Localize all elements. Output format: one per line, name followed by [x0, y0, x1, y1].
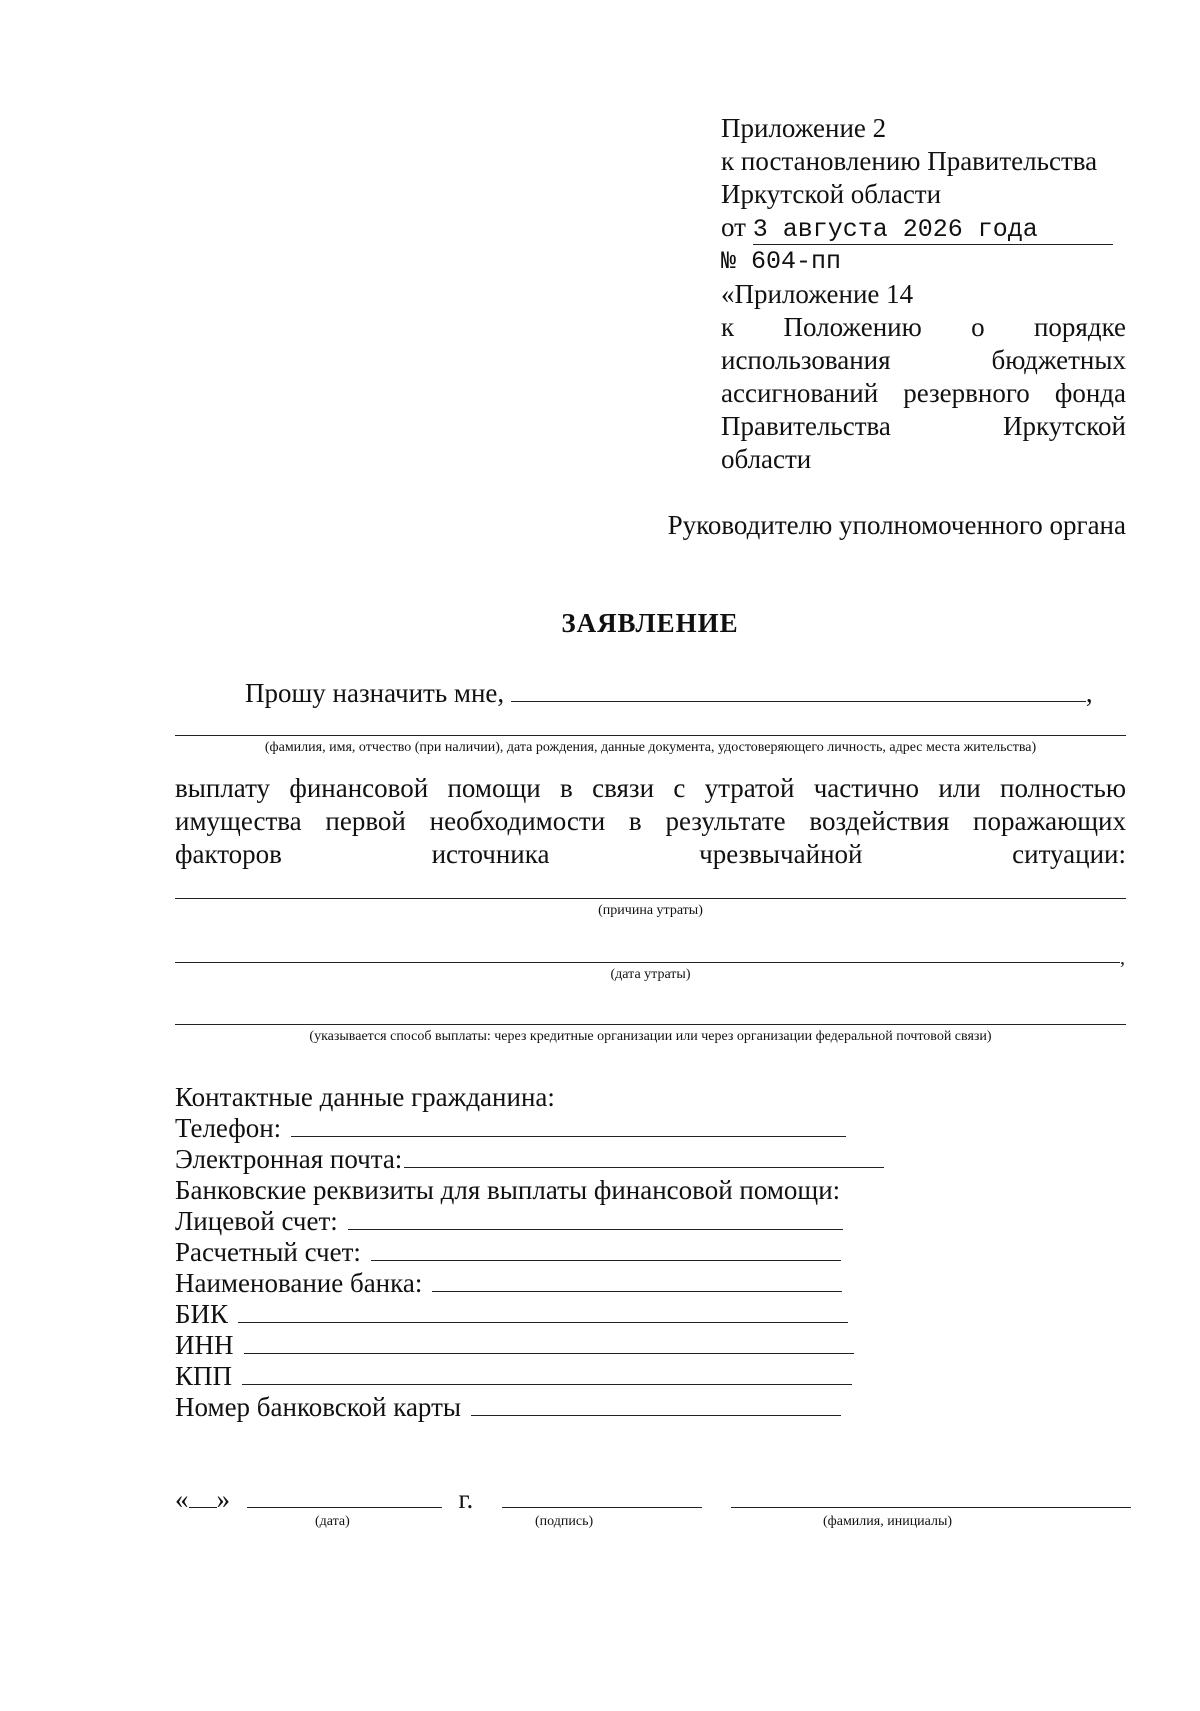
settlement-account-row — [175, 1237, 884, 1268]
email-row — [175, 1144, 884, 1175]
full-name-caption: (фамилия, инициалы) — [823, 1514, 953, 1529]
settlement-account-label: Расчетный счет: — [175, 1237, 361, 1267]
bank-name-label: Наименование банка: — [175, 1268, 423, 1298]
regulation-line-5: области — [721, 444, 812, 474]
date-prefix: от — [721, 212, 746, 242]
settlement-account-field[interactable] — [371, 1238, 841, 1261]
contacts-block — [175, 1082, 884, 1423]
personal-account-label: Лицевой счет: — [175, 1206, 338, 1236]
loss-date-field[interactable] — [175, 962, 1120, 963]
open-quote: « — [175, 1484, 189, 1514]
date-field — [753, 213, 1113, 245]
payment-method-caption: (указывается способ выплаты: через кредитные организации или через организации федеральной почтовой связи) — [309, 1029, 992, 1044]
regulation-line-2: использования бюджетных — [721, 345, 1126, 375]
request-text: Прошу назначить мне, — [245, 678, 505, 708]
appendix-14-label: «Приложение 14 — [721, 279, 914, 309]
loss-date-comma: , — [1120, 947, 1125, 969]
decree-label: к постановлению Правительства — [721, 146, 1098, 176]
applicant-details-field[interactable] — [175, 735, 1126, 736]
bik-row — [175, 1299, 884, 1330]
regulation-line-4: Правительства Иркутской — [721, 411, 1126, 441]
email-label: Электронная почта: — [175, 1144, 403, 1174]
request-line — [245, 677, 1093, 709]
paragraph-line-3: факторов источника чрезвычайной ситуации: — [175, 839, 1126, 869]
bank-name-field[interactable] — [432, 1269, 842, 1292]
loss-reason-field[interactable] — [175, 898, 1126, 899]
card-number-row — [175, 1392, 884, 1423]
month-field[interactable] — [247, 1485, 442, 1508]
contacts-heading: Контактные данные гражданина: — [175, 1082, 555, 1112]
document-title: ЗАЯВЛЕНИЕ — [561, 608, 739, 638]
appendix-label: Приложение 2 — [721, 113, 887, 143]
paragraph-line-1: выплату финансовой помощи в связи с утратой частично или полностью — [175, 773, 1126, 803]
date-value: 3 августа 2026 года — [752, 215, 1038, 244]
kpp-row — [175, 1361, 884, 1392]
loss-date-caption: (дата утраты) — [610, 967, 691, 982]
date-caption: (дата) — [315, 1514, 350, 1529]
kpp-label: КПП — [175, 1361, 233, 1391]
card-number-label: Номер банковской карты — [175, 1392, 462, 1422]
personal-account-row — [175, 1206, 884, 1237]
year-suffix: г. — [458, 1484, 474, 1514]
regulation-line-3: ассигнований резервного фонда — [721, 378, 1126, 408]
applicant-details-caption: (фамилия, имя, отчество (при наличии), дата рождения, данные документа, удостоверяющего личность, адрес места жительства) — [264, 740, 1037, 755]
email-field[interactable] — [404, 1145, 884, 1168]
phone-row — [175, 1113, 884, 1144]
bank-name-row — [175, 1268, 884, 1299]
paragraph-line-2: имущества первой необходимости в результате воздействия поражающих — [175, 806, 1126, 836]
close-quote: » — [216, 1484, 230, 1514]
phone-field[interactable] — [291, 1114, 846, 1137]
signature-row — [175, 1484, 1131, 1515]
inn-field[interactable] — [244, 1331, 854, 1354]
signature-caption: (подпись) — [535, 1514, 594, 1529]
payment-method-field[interactable] — [175, 1024, 1126, 1025]
kpp-field[interactable] — [242, 1362, 852, 1385]
phone-label: Телефон: — [175, 1113, 282, 1143]
request-comma: , — [1085, 678, 1093, 708]
request-paragraph — [175, 772, 1126, 871]
bik-label: БИК — [175, 1299, 229, 1329]
inn-row — [175, 1330, 884, 1361]
bik-field[interactable] — [238, 1300, 848, 1323]
decree-number: № 604-пп — [721, 247, 842, 276]
applicant-name-field[interactable] — [511, 677, 1086, 702]
day-field[interactable] — [189, 1485, 217, 1508]
loss-reason-caption: (причина утраты) — [598, 903, 703, 918]
regulation-line-1: к Положению о порядке — [721, 312, 1126, 342]
full-name-field[interactable] — [731, 1485, 1131, 1508]
card-number-field[interactable] — [471, 1393, 841, 1416]
region-label: Иркутской области — [721, 179, 942, 209]
inn-label: ИНН — [175, 1330, 234, 1360]
signature-field[interactable] — [502, 1485, 702, 1508]
date-row — [721, 211, 1126, 245]
appendix-header — [721, 112, 1126, 476]
addressee: Руководителю уполномоченного органа — [667, 510, 1126, 540]
bank-heading: Банковские реквизиты для выплаты финансовой помощи: — [175, 1175, 841, 1205]
personal-account-field[interactable] — [348, 1207, 843, 1230]
